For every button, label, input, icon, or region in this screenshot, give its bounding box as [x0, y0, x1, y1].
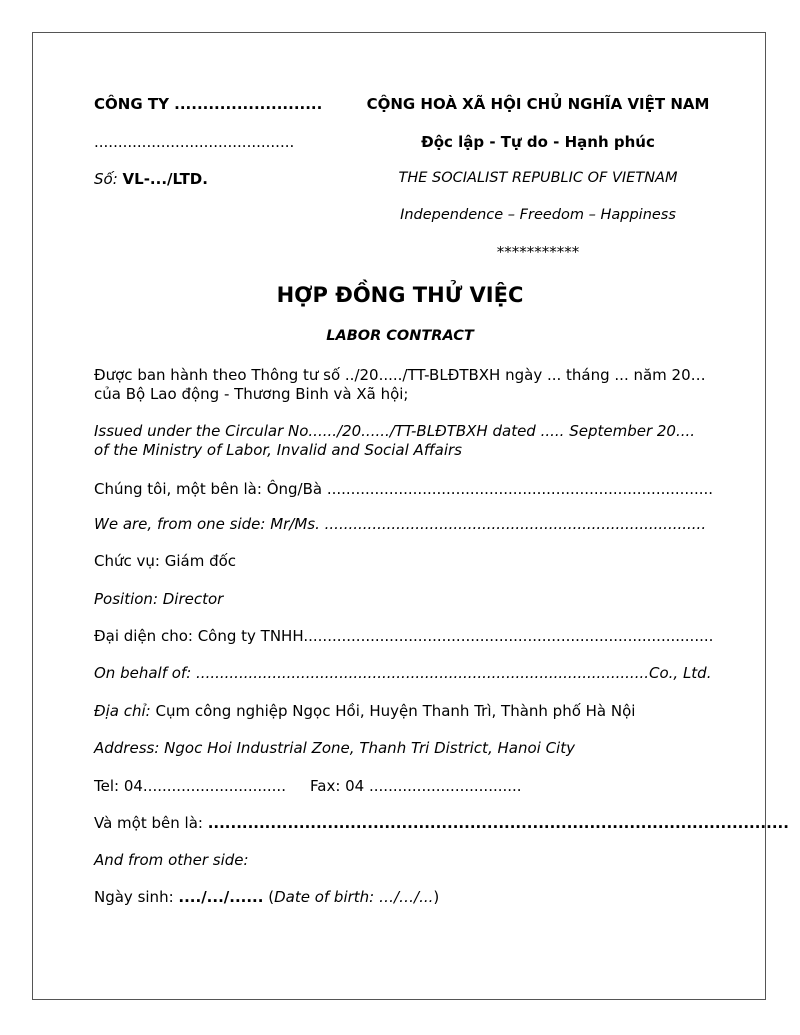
- party-b-label: Và một bên là:: [94, 814, 208, 832]
- contract-subtitle: LABOR CONTRACT: [326, 328, 474, 344]
- stars-divider: ***********: [496, 243, 580, 261]
- document-number-label: Số:: [94, 170, 123, 188]
- party-a-en: We are, from one side: Mr/Ms. ................................................................................: [94, 515, 707, 533]
- circular-en: Issued under the Circular No....../20....../TT-BLĐTBXH dated ..... September 20.... of the Ministry of Labor, Invalid and Social Affairs: [94, 422, 696, 459]
- address-vn: [94, 702, 635, 720]
- republic-title-vn: CỘNG HOÀ XÃ HỘI CHỦ NGHĨA VIỆT NAM: [366, 95, 710, 113]
- party-a-vn: Chúng tôi, một bên là: Ông/Bà .................................................................................: [94, 480, 714, 498]
- address-en: Address: Ngoc Hoi Industrial Zone, Thanh Tri District, Hanoi City: [94, 739, 575, 757]
- circular-vn: Được ban hành theo Thông tư số ../20...../TT-BLĐTBXH ngày ... tháng ... năm 20… của Bộ Lao động - Thương Binh và Xã hội;: [94, 366, 706, 403]
- party-b: [94, 814, 789, 832]
- motto-en: Independence – Freedom – Happiness: [400, 207, 676, 223]
- tel: Tel: 04..............................: [94, 777, 286, 795]
- dob-label: Ngày sinh:: [94, 888, 179, 906]
- date-of-birth: [94, 888, 439, 906]
- dob-value: ..../.../......: [178, 888, 264, 906]
- company-name: CÔNG TY ..........................: [94, 95, 323, 113]
- behalf-en: On behalf of: ...............................................................................................Co., Ltd.: [94, 664, 712, 682]
- dob-en-close: ): [433, 888, 440, 906]
- motto-vn: Độc lập - Tự do - Hạnh phúc: [421, 133, 655, 151]
- address-vn-value: Cụm công nghiệp Ngọc Hồi, Huyện Thanh Trì, Thành phố Hà Nội: [150, 702, 636, 720]
- party-b-dots: ......................................................................................................: [207, 814, 789, 832]
- address-vn-label: Địa chỉ:: [94, 702, 151, 720]
- other-side-en: And from other side:: [94, 851, 249, 869]
- company-name-line2: ..........................................: [94, 133, 295, 151]
- position-vn: Chức vụ: Giám đốc: [94, 552, 237, 570]
- behalf-vn: Đại diện cho: Công ty TNHH......................................................................................: [94, 627, 714, 645]
- document-number: [94, 170, 208, 188]
- dob-en-open: (: [263, 888, 275, 906]
- position-en: Position: Director: [94, 590, 224, 608]
- contract-title: HỢP ĐỒNG THỬ VIỆC: [276, 283, 524, 307]
- document-number-value: VL-.../LTD.: [122, 170, 208, 188]
- republic-title-en: THE SOCIALIST REPUBLIC OF VIETNAM: [398, 170, 678, 186]
- fax: Fax: 04 ................................: [310, 777, 522, 795]
- dob-en: Date of birth: …/…/...: [274, 888, 434, 906]
